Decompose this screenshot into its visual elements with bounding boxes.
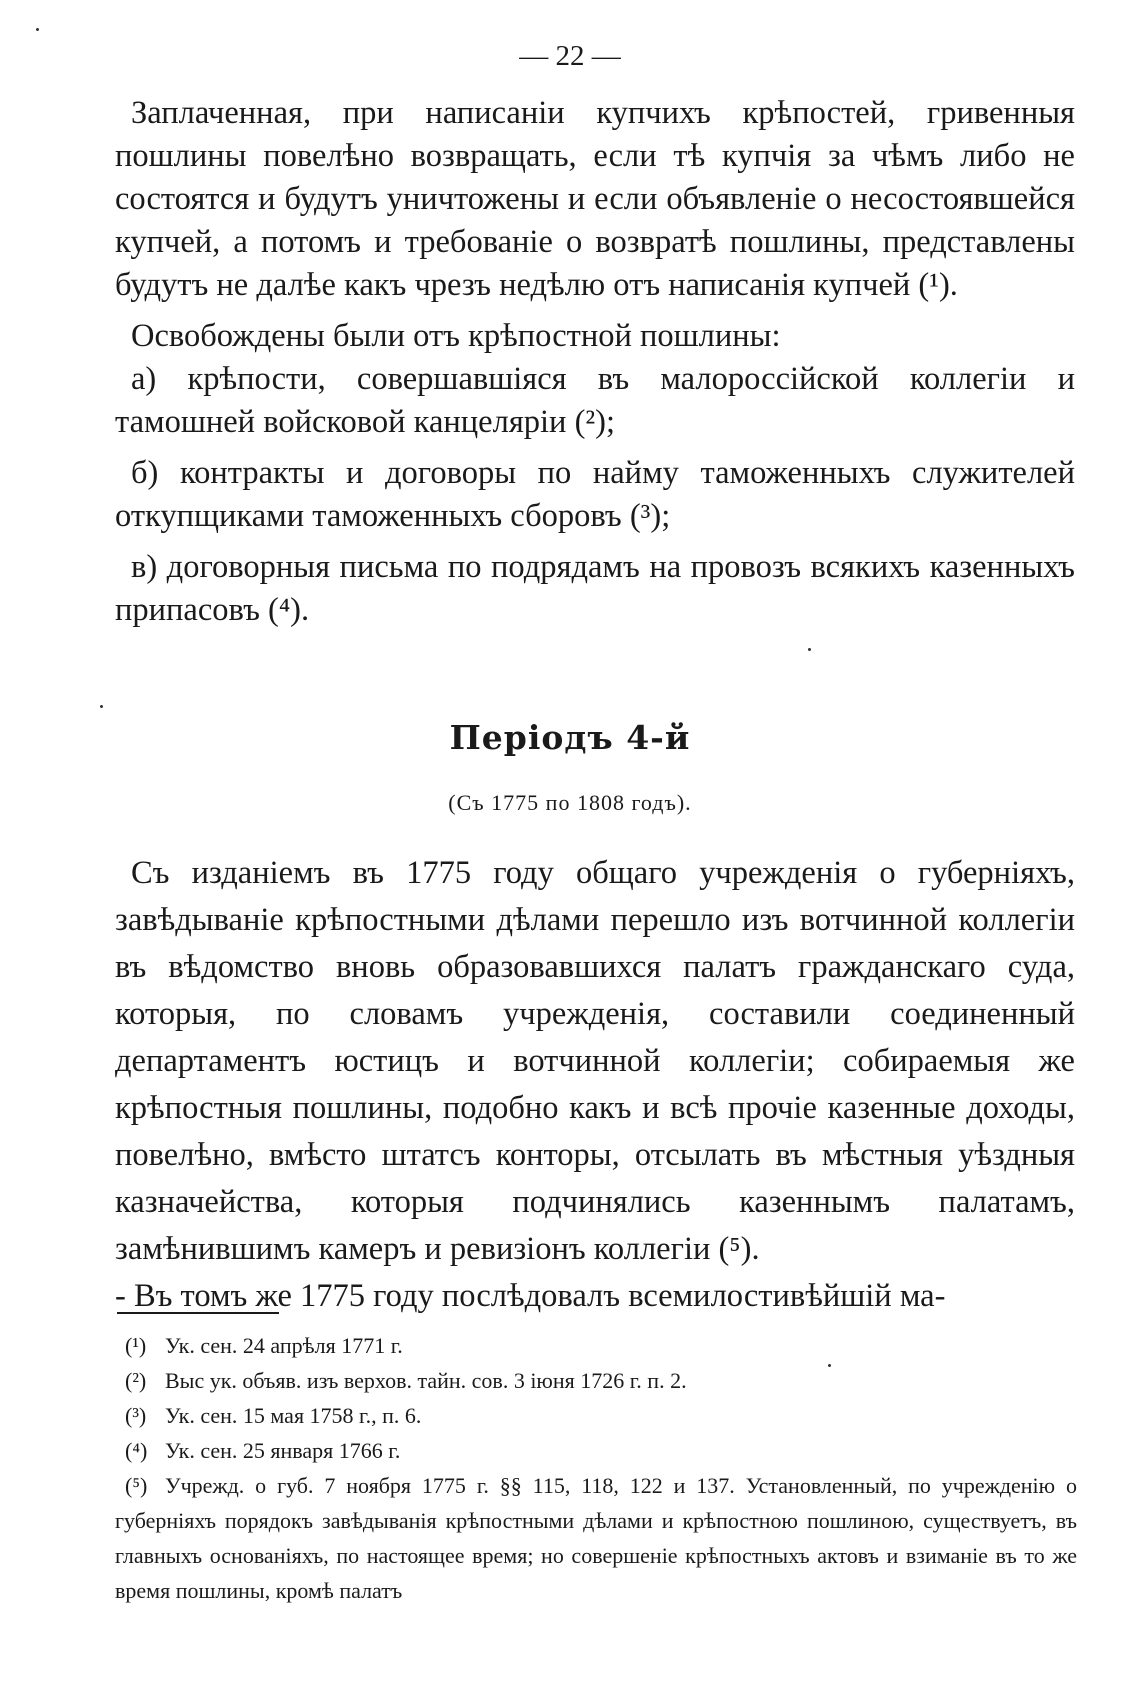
exemption-item-b: б) контракты и договоры по найму таможенныхъ служителей откупщиками таможенныхъ сборовъ (³); [115, 455, 1075, 534]
exemption-item-a: а) крѣпости, совершавшiяся въ малороссiйской коллегiи и тамошней войсковой канцелярiи (²); [115, 361, 1075, 440]
footnote-text: Учрежд. о губ. 7 ноября 1775 г. §§ 115, 118, 122 и 137. Установленный, по учрежденiю о губернiяхъ порядокъ завѣдыванiя крѣпостными дѣлами и крѣпостною пошлиною, существуетъ, въ главныхъ основанiяхъ, по настоящее время; но совершенiе крѣпостныхъ актовъ и взиманiе въ то же время пошлины, кромѣ палатъ [115, 1473, 1077, 1603]
section-heading: Перiодъ 4-й [449, 718, 691, 757]
footnote-marker: (¹) [125, 1333, 147, 1358]
footnote-text: Выс ук. объяв. изъ верхов. тайн. сов. 3 iюня 1726 г. п. 2. [165, 1368, 687, 1393]
bottom-text-block [115, 850, 1075, 1320]
scan-speck [828, 1364, 831, 1367]
scan-speck [100, 705, 103, 708]
footnote-divider [117, 1312, 279, 1314]
footnote-marker: (⁴) [125, 1438, 148, 1463]
paragraph-refund-duty: Заплаченная, при написанiи купчихъ крѣпостей, гривенныя пошлины повелѣно возвращать, если тѣ купчiя за чѣмъ либо не состоятся и будутъ уничтожены и если объявленiе о несостоявшейся купчей, а потомъ и требованiе о возвратѣ пошлины, представлены будутъ не далѣе какъ чрезъ недѣлю отъ написанiя купчей (¹). [115, 95, 1075, 303]
footnote [115, 1363, 1077, 1398]
footnotes [115, 1328, 1077, 1608]
footnote-text: Ук. сен. 15 мая 1758 г., п. 6. [165, 1403, 422, 1428]
footnote [115, 1433, 1077, 1468]
paragraph-1775-reform: Съ изданiемъ въ 1775 году общаго учрежденiя о губернiяхъ, завѣдыванiе крѣпостными дѣлами перешло изъ вотчинной коллегiи въ вѣдомство вновь образовавшихся палатъ гражданскаго суда, которыя, по словамъ учрежденiя, составили соединенный департаментъ юстицъ и вотчинной коллегiи; собираемыя же крѣпостныя пошлины, подобно какъ и всѣ прочiе казенные доходы, повелѣно, вмѣсто штатсъ конторы, отсылать въ мѣстныя уѣздныя казначейства, которыя подчинялись казеннымъ палатамъ, замѣнившимъ камеръ и ревизiонъ коллегiи (⁵). [115, 855, 1075, 1267]
paragraph-exemptions-intro: Освобождены были отъ крѣпостной пошлины: [131, 318, 781, 354]
paragraph-continuation: - Въ томъ же 1775 году послѣдовалъ всемилостивѣйшiй ма- [115, 1278, 946, 1314]
footnote [115, 1468, 1077, 1608]
scan-speck [808, 648, 811, 651]
footnote-marker: (³) [125, 1403, 147, 1428]
top-text-block [115, 92, 1075, 632]
footnote-marker: (²) [125, 1368, 147, 1393]
page-number: — 22 — [519, 40, 621, 72]
scan-speck [36, 28, 39, 31]
footnote [115, 1328, 1077, 1363]
section-subheading: (Съ 1775 по 1808 годъ). [448, 790, 692, 815]
footnote-marker: (⁵) [125, 1473, 148, 1498]
footnote-text: Ук. сен. 25 января 1766 г. [165, 1438, 401, 1463]
exemption-item-v: в) договорныя письма по подрядамъ на провозъ всякихъ казенныхъ припасовъ (⁴). [115, 549, 1075, 628]
footnote [115, 1398, 1077, 1433]
footnote-text: Ук. сен. 24 апрѣля 1771 г. [165, 1333, 403, 1358]
